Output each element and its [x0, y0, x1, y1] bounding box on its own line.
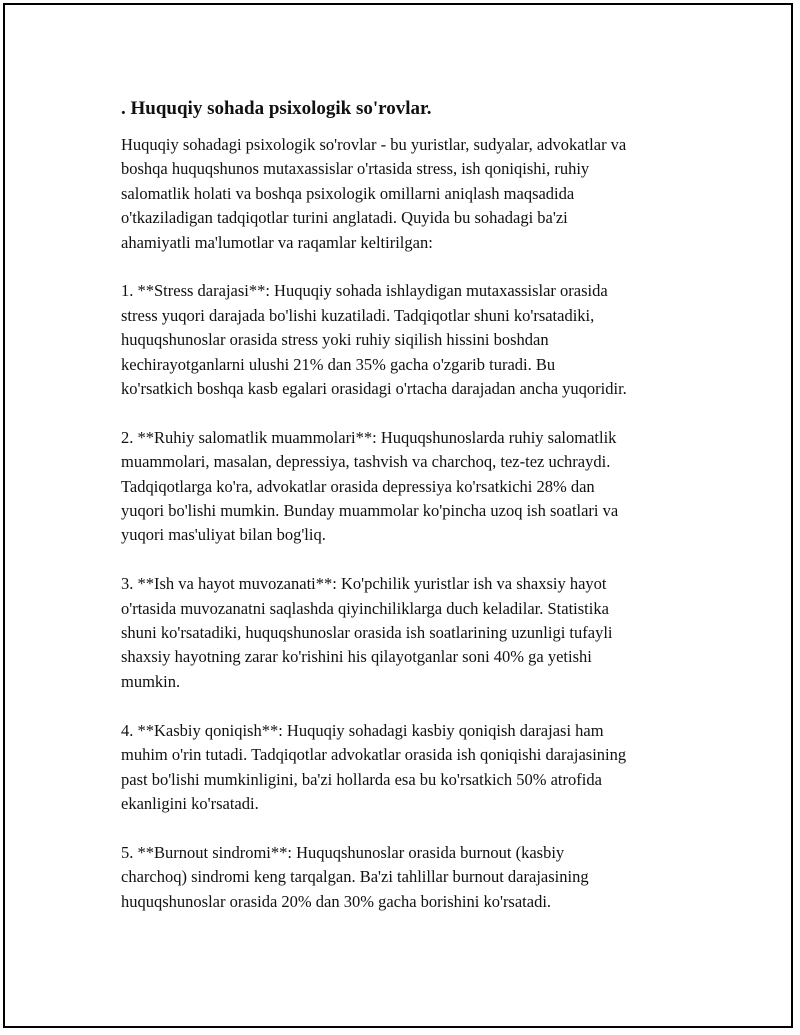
mental-health-paragraph [121, 426, 701, 548]
text-line: boshqa huquqshunos mutaxassislar o'rtasida stress, ish qoniqishi, ruhiy [121, 159, 590, 179]
text-line: past bo'lishi mumkinligini, ba'zi hollarda esa bu ko'rsatkich 50% atrofida [121, 769, 602, 789]
text-line: muammolari, masalan, depressiya, tashvish va charchoq, tez-tez uchraydi. [121, 452, 611, 472]
document-body [121, 97, 701, 938]
text-line: huquqshunoslar orasida 20% dan 30% gacha borishini ko'rsatadi. [121, 891, 552, 911]
text-line: Huquqiy sohadagi psixologik so'rovlar - bu yuristlar, sudyalar, advokatlar va [121, 135, 627, 154]
text-line: stress yuqori darajada bo'lishi kuzatiladi. Tadqiqotlar shuni ko'rsatadiki, [121, 305, 595, 325]
job-satisfaction-paragraph [121, 719, 701, 817]
text-line: ahamiyatli ma'lumotlar va raqamlar keltirilgan: [121, 232, 433, 252]
document-page [3, 3, 793, 1028]
text-line: o'tkaziladigan tadqiqotlar turini anglatadi. Quyida bu sohadagi ba'zi [121, 208, 568, 228]
text-line: yuqori bo'lishi mumkin. Bunday muammolar ko'pincha uzoq ish soatlari va [121, 501, 619, 521]
text-line: 3. **Ish va hayot muvozanati**: Ko'pchilik yuristlar ish va shaxsiy hayot [121, 574, 607, 594]
stress-level-paragraph [121, 279, 701, 401]
text-line: 1. **Stress darajasi**: Huquqiy sohada ishlaydigan mutaxassislar orasida [121, 281, 608, 301]
intro-paragraph [121, 133, 701, 255]
burnout-paragraph [121, 841, 701, 914]
text-line: ko'rsatkich boshqa kasb egalari orasidagi o'rtacha darajadan ancha yuqoridir. [121, 379, 627, 399]
text-line: salomatlik holati va boshqa psixologik omillarni aniqlash maqsadida [121, 183, 575, 203]
text-line: 2. **Ruhiy salomatlik muammolari**: Huquqshunoslarda ruhiy salomatlik [121, 427, 617, 447]
text-line: mumkin. [121, 671, 181, 691]
text-line: 5. **Burnout sindromi**: Huquqshunoslar orasida burnout (kasbiy [121, 842, 565, 862]
text-line: o'rtasida muvozanatni saqlashda qiyinchiliklarga duch keladilar. Statistika [121, 598, 609, 618]
text-line: muhim o'rin tutadi. Tadqiqotlar advokatlar orasida ish qoniqishi darajasining [121, 745, 627, 765]
document-title: . Huquqiy sohada psixologik so'rovlar. [121, 98, 432, 119]
text-line: shuni ko'rsatadiki, huquqshunoslar orasida ish soatlarining uzunligi tufayli [121, 623, 613, 643]
text-line: Tadqiqotlarga ko'ra, advokatlar orasida depressiya ko'rsatkichi 28% dan [121, 476, 595, 496]
text-line: ekanligini ko'rsatadi. [121, 793, 259, 813]
text-line: charchoq) sindromi keng tarqalgan. Ba'zi tahlillar burnout darajasining [121, 867, 589, 887]
text-line: kechirayotganlarni ulushi 21% dan 35% gacha o'zgarib turadi. Bu [121, 354, 556, 374]
work-life-balance-paragraph [121, 572, 701, 694]
text-line: huquqshunoslar orasida stress yoki ruhiy siqilish hissini boshdan [121, 330, 549, 350]
text-line: 4. **Kasbiy qoniqish**: Huquqiy sohadagi kasbiy qoniqish darajasi ham [121, 720, 604, 740]
text-line: yuqori mas'uliyat bilan bog'liq. [121, 525, 326, 545]
text-line: shaxsiy hayotning zarar ko'rishini his qilayotganlar soni 40% ga yetishi [121, 647, 592, 667]
